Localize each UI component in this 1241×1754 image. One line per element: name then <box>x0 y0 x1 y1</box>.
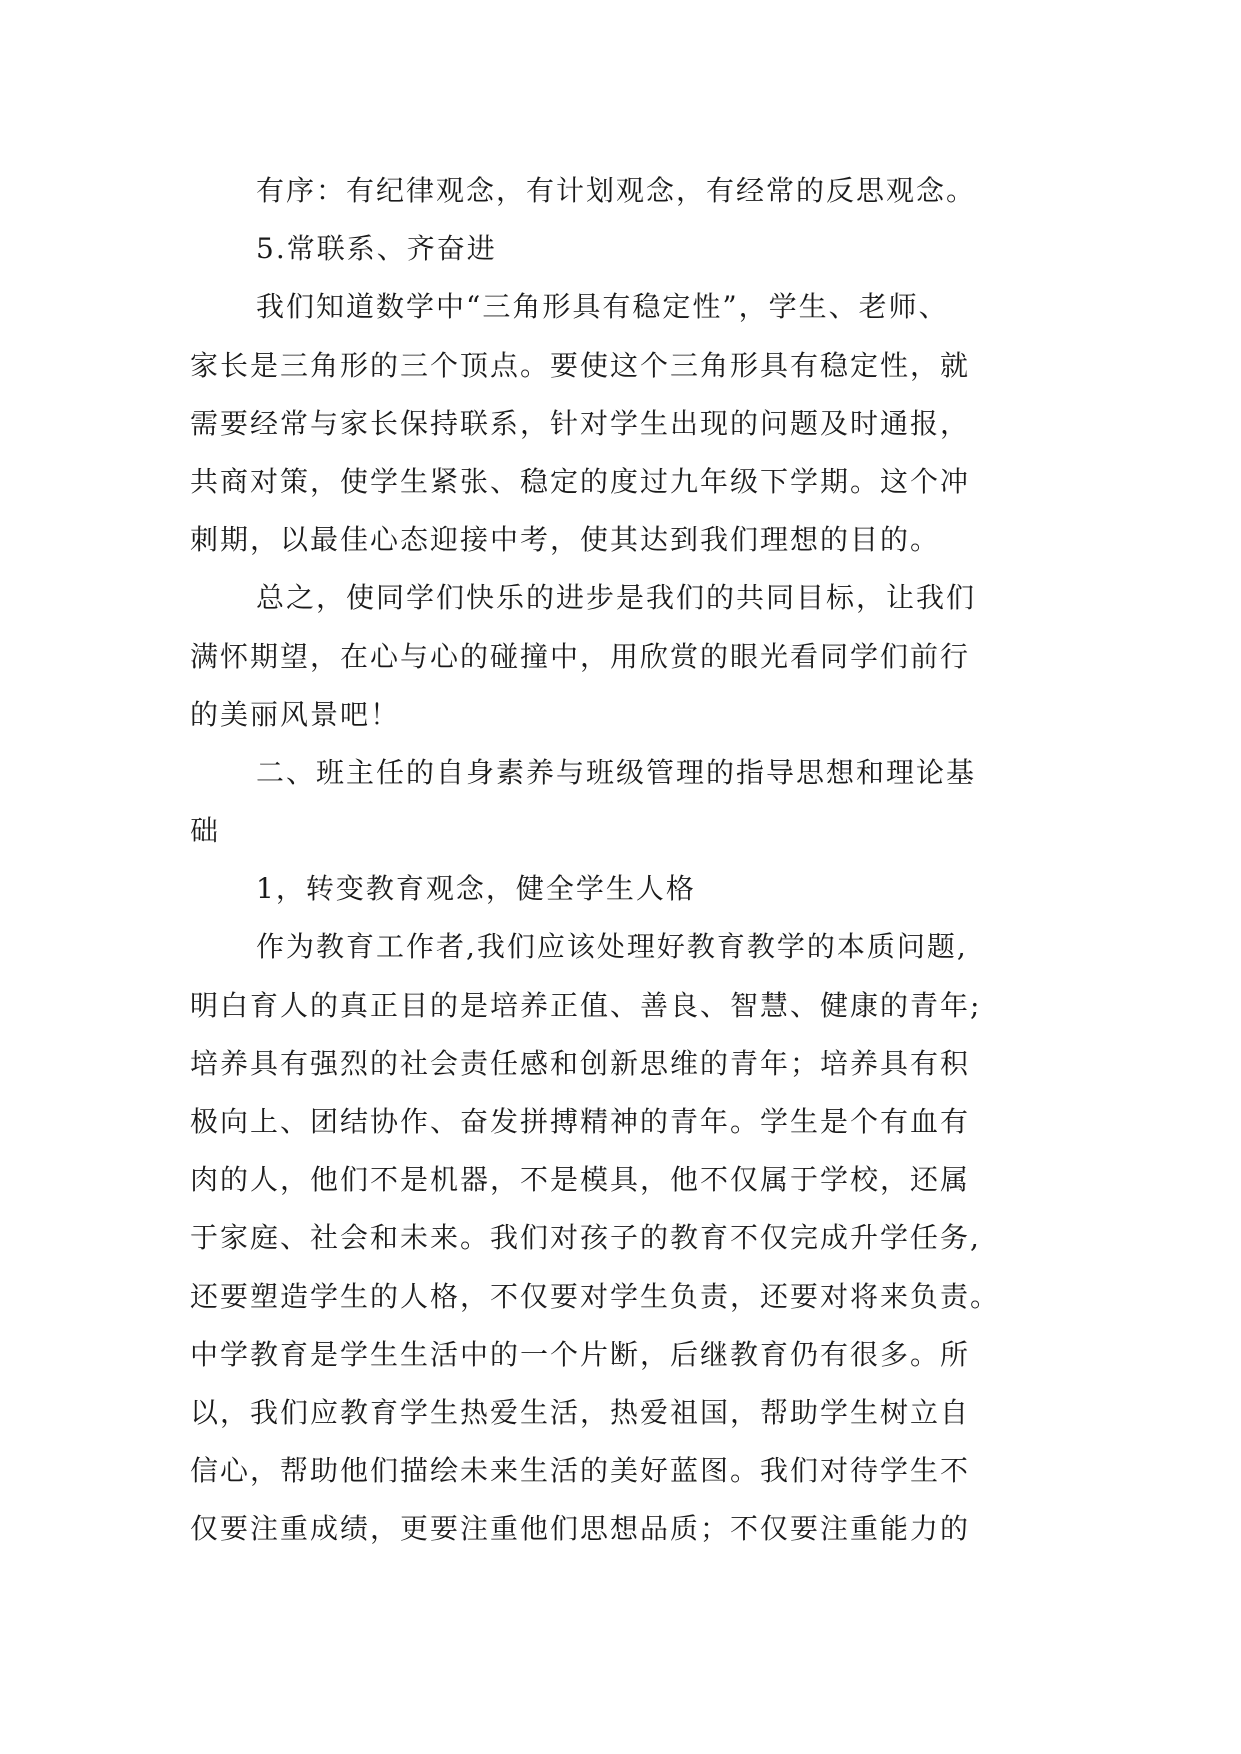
section-heading-line: 二、班主任的自身素养与班级管理的指导思想和理论基 <box>256 755 977 789</box>
document-body <box>190 162 1070 1559</box>
text-line: 信心，帮助他们描绘未来生活的美好蓝图。我们对待学生不 <box>190 1454 971 1488</box>
text-line: 还要塑造学生的人格，不仅要对学生负责，还要对将来负责。 <box>190 1279 1001 1313</box>
text-line: 家长是三角形的三个顶点。要使这个三角形具有稳定性，就 <box>190 348 971 382</box>
text-line: 作为教育工作者,我们应该处理好教育教学的本质问题, <box>256 930 968 964</box>
text-line: 5.常联系、齐奋进 <box>256 232 497 266</box>
text-line: 有序：有纪律观念，有计划观念，有经常的反思观念。 <box>256 174 977 207</box>
text-line: 中学教育是学生生活中的一个片断，后继教育仍有很多。所 <box>190 1337 971 1371</box>
text-line: 肉的人，他们不是机器，不是模具，他不仅属于学校，还属 <box>190 1163 971 1197</box>
text-line: 满怀期望，在心与心的碰撞中，用欣赏的眼光看同学们前行 <box>190 639 971 673</box>
text-line: 于家庭、社会和未来。我们对孩子的教育不仅完成升学任务, <box>190 1221 981 1255</box>
subheading-line: 1，转变教育观念，健全学生人格 <box>256 872 696 906</box>
text-line: 共商对策，使学生紧张、稳定的度过九年级下学期。这个冲 <box>190 464 971 498</box>
text-line: 培养具有强烈的社会责任感和创新思维的青年；培养具有积 <box>190 1046 971 1080</box>
section-heading-line: 础 <box>190 814 221 848</box>
text-line: 明白育人的真正目的是培养正值、善良、智慧、健康的青年; <box>190 988 982 1022</box>
text-line: 总之，使同学们快乐的进步是我们的共同目标，让我们 <box>256 581 977 615</box>
text-line: 刺期，以最佳心态迎接中考，使其达到我们理想的目的。 <box>190 523 941 557</box>
text-line: 以，我们应教育学生热爱生活，热爱祖国，帮助学生树立自 <box>190 1395 971 1429</box>
text-line: 我们知道数学中“三角形具有稳定性”，学生、老师、 <box>256 290 949 324</box>
text-line: 的美丽风景吧！ <box>190 697 401 731</box>
text-line: 极向上、团结协作、奋发拼搏精神的青年。学生是个有血有 <box>190 1105 971 1138</box>
text-line: 仅要注重成绩，更要注重他们思想品质；不仅要注重能力的 <box>190 1512 971 1546</box>
text-line: 需要经常与家长保持联系，针对学生出现的问题及时通报， <box>190 406 971 440</box>
